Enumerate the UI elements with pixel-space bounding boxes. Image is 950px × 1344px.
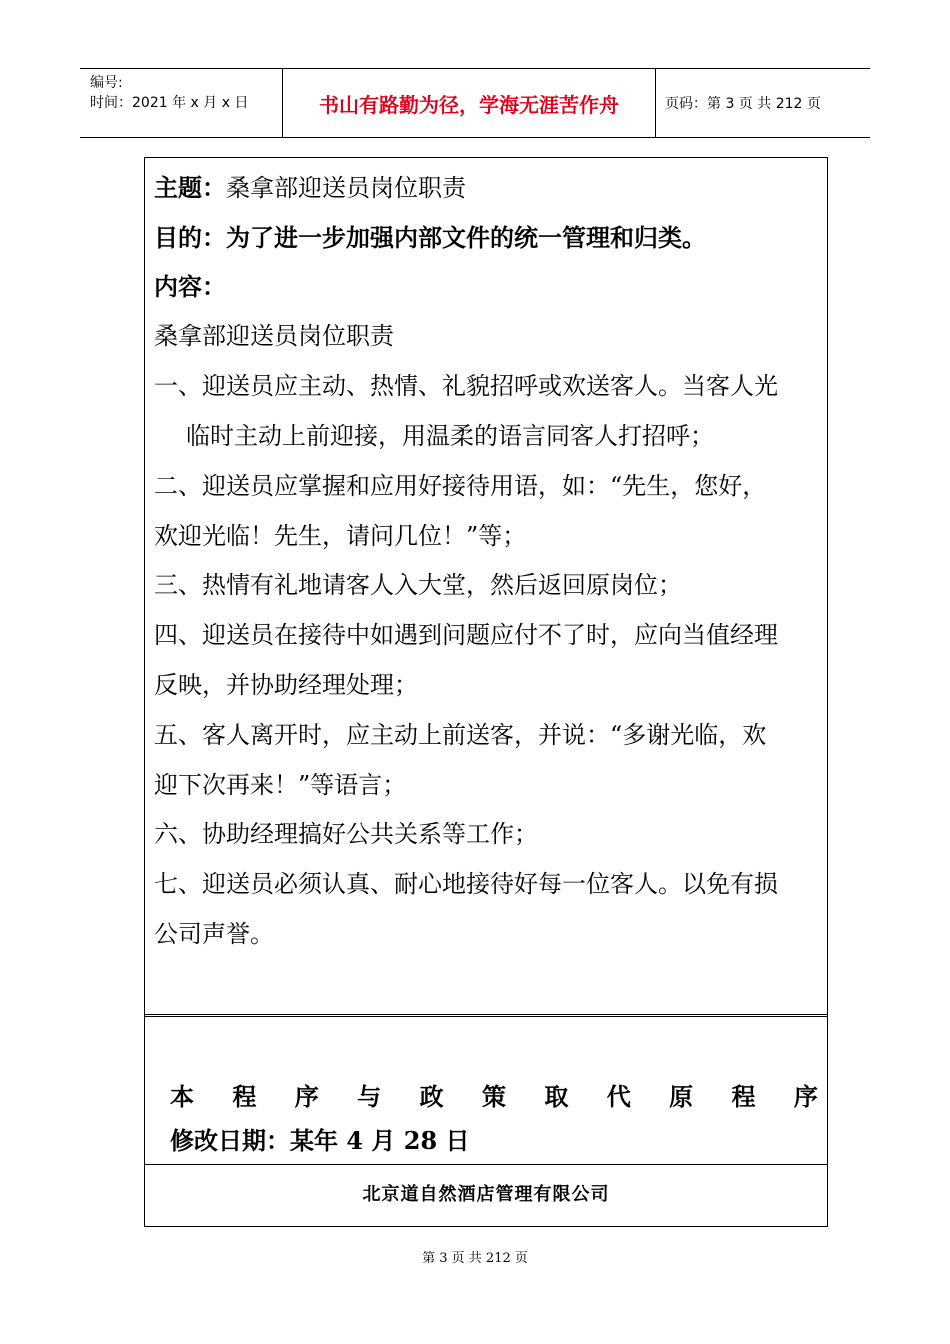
statement-char: 原 xyxy=(669,1082,694,1111)
replacement-statement xyxy=(170,1077,818,1112)
statement-char: 序 xyxy=(294,1082,319,1111)
paragraph-line: 七、迎送员必须认真、耐心地接待好每一位客人。以免有损 xyxy=(154,870,778,898)
paragraph-line: 迎下次再来！”等语言； xyxy=(154,771,407,799)
number-label: 编号: xyxy=(90,75,123,91)
paragraph-line: 三、热情有礼地请客人入大堂，然后返回原岗位； xyxy=(154,571,682,599)
statement-char: 代 xyxy=(606,1082,631,1111)
subject-value: 桑拿部迎送员岗位职责 xyxy=(226,174,466,202)
purpose-line: 目的：为了进一步加强内部文件的统一管理和归类。 xyxy=(154,223,706,252)
statement-char: 本 xyxy=(170,1082,194,1111)
revision-date: 修改日期：某年 4 月 28 日 xyxy=(170,1126,470,1155)
paragraph-line: 临时主动上前迎接，用温柔的语言同客人打招呼； xyxy=(186,422,714,450)
content-label: 内容： xyxy=(154,272,226,301)
statement-char: 程 xyxy=(232,1082,257,1111)
statement-char: 政 xyxy=(419,1082,444,1111)
section-divider xyxy=(145,1164,827,1165)
page-header xyxy=(80,68,870,138)
section-divider xyxy=(145,1016,827,1017)
header-meta xyxy=(80,69,282,137)
subject-label: 主题： xyxy=(154,173,226,202)
company-name: 北京道自然酒店管理有限公司 xyxy=(362,1184,610,1205)
section-divider xyxy=(145,1014,827,1015)
paragraph-line: 一、迎送员应主动、热情、礼貌招呼或欢送客人。当客人光 xyxy=(154,372,778,400)
page-footer: 第 3 页 共 212 页 xyxy=(422,1251,528,1266)
paragraph-line: 欢迎光临！先生，请问几位！”等； xyxy=(154,522,527,550)
paragraph-line: 公司声誉。 xyxy=(154,920,274,948)
statement-char: 程 xyxy=(731,1082,756,1111)
header-page-info: 页码：第 3 页 共 212 页 xyxy=(665,96,821,112)
paragraph-line: 六、协助经理搞好公共关系等工作； xyxy=(154,820,538,848)
paragraph-line: 反映，并协助经理处理； xyxy=(154,671,418,699)
paragraph-line: 四、迎送员在接待中如遇到问题应付不了时，应向当值经理 xyxy=(154,621,778,649)
content-title: 桑拿部迎送员岗位职责 xyxy=(154,322,394,350)
header-motto: 书山有路勤为径，学海无涯苦作舟 xyxy=(282,69,656,137)
paragraph-line: 五、客人离开时，应主动上前送客，并说：“多谢光临，欢 xyxy=(154,721,767,749)
statement-char: 取 xyxy=(544,1082,569,1111)
statement-char: 序 xyxy=(793,1082,818,1111)
statement-char: 策 xyxy=(481,1082,506,1111)
date-label: 时间：2021 年 x 月 x 日 xyxy=(90,95,249,111)
statement-char: 与 xyxy=(357,1082,382,1111)
paragraph-line: 二、迎送员应掌握和应用好接待用语，如：“先生，您好， xyxy=(154,472,767,500)
subject-line xyxy=(154,173,466,203)
